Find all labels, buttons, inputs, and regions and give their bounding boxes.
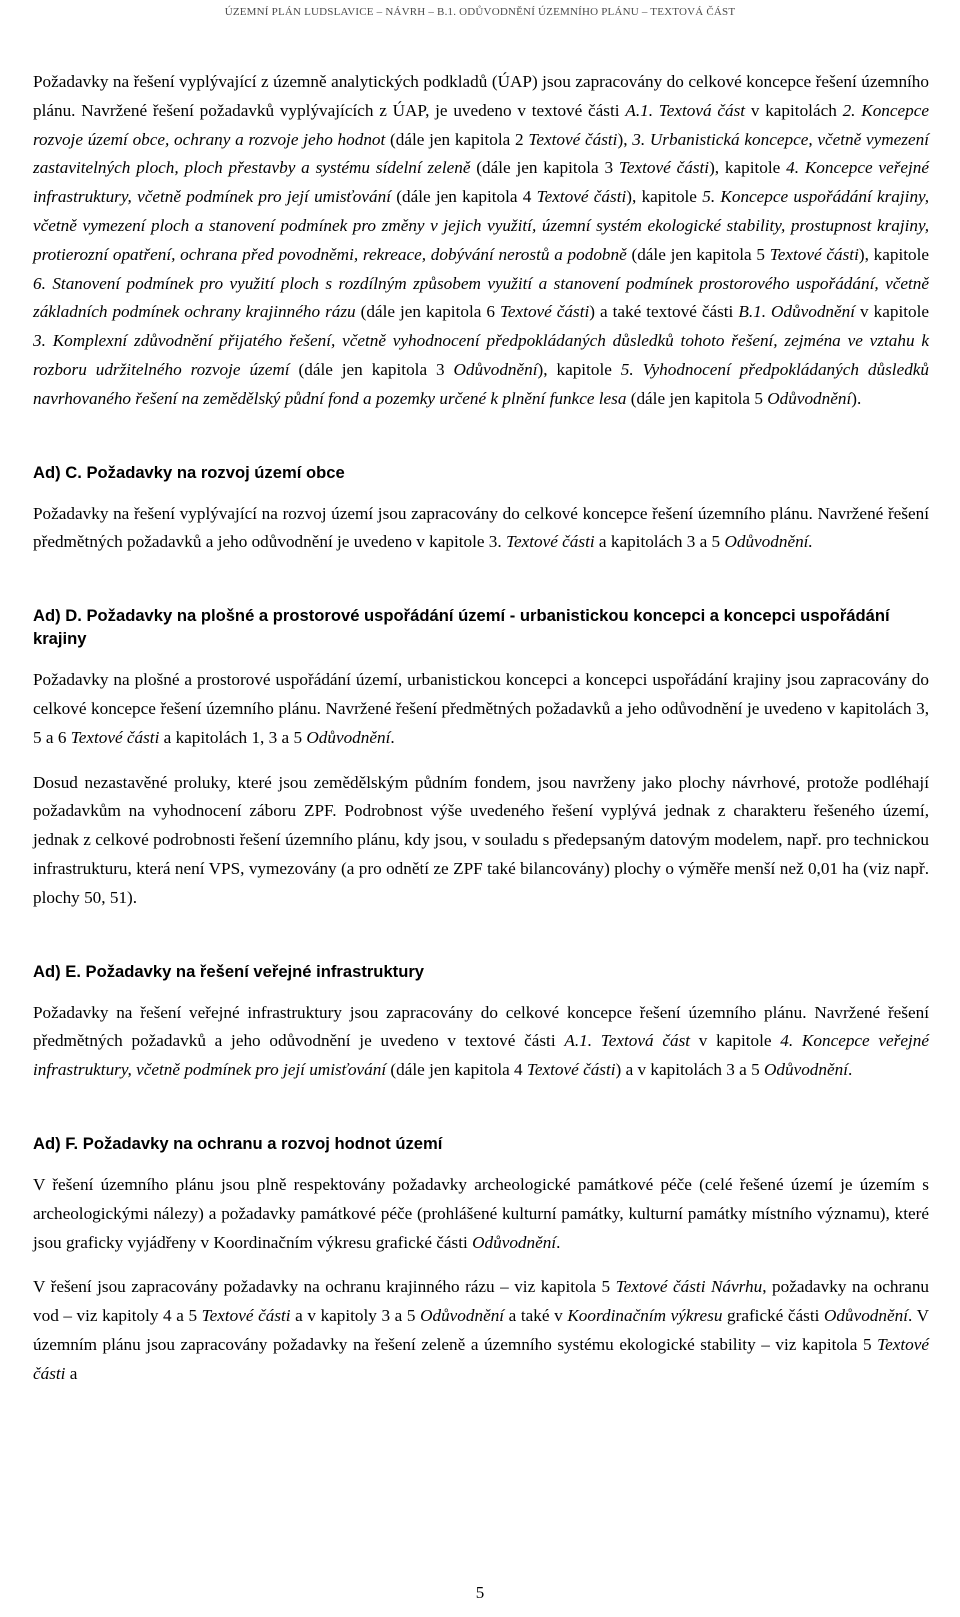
- page-number: 5: [475, 1583, 485, 1602]
- italic-text: A.1. Textová část: [625, 100, 746, 120]
- text-run: (dále jen kapitola 2: [385, 129, 529, 149]
- italic-text: 6. Stanovení podmínek pro využití ploch s rozdílným způsobem využití a stanovení podmínek prostorového uspořádání, včetně základních podmínek ochrany krajinného rázu: [33, 273, 929, 322]
- running-header: ÚZEMNÍ PLÁN LUDSLAVICE – NÁVRH – B.1. ODŮVODNĚNÍ ÚZEMNÍHO PLÁNU – TEXTOVÁ ČÁST: [224, 6, 736, 18]
- document-body: [33, 68, 929, 1389]
- text-run: . V územním plánu jsou zapracovány požadavky na řešení zeleně a územního systému ekologické stability – viz kapitola 5: [33, 1306, 929, 1354]
- paragraph: [33, 769, 929, 913]
- text-run: grafické části: [722, 1306, 824, 1326]
- text-run: a kapitolách 3 a 5: [594, 532, 725, 552]
- italic-text: 4. Koncepce veřejné infrastruktury, včetně podmínek pro její umisťování: [33, 158, 929, 207]
- italic-text: Textové části: [526, 1060, 616, 1080]
- intro: [33, 68, 929, 414]
- italic-text: Textové části: [499, 302, 590, 322]
- italic-text: A.1. Textová část: [564, 1031, 691, 1051]
- text-run: v kapitolách: [745, 100, 843, 120]
- italic-text: Textové části: [528, 129, 618, 149]
- text-run: ), kapitole: [626, 187, 703, 207]
- text-run: (dále jen kapitola 3: [470, 158, 619, 178]
- text-run: ).: [851, 388, 862, 408]
- text-run: ), kapitole: [858, 244, 929, 264]
- text-run: (dále jen kapitola 3: [289, 359, 454, 379]
- italic-text: Textové části: [536, 187, 627, 207]
- italic-text: Textové části: [70, 727, 160, 747]
- paragraph: [33, 666, 929, 752]
- paragraph: [33, 68, 929, 414]
- section-heading: Ad) C. Požadavky na rozvoj území obce: [33, 462, 345, 482]
- text-run: .: [556, 1232, 561, 1252]
- text-run: Požadavky na plošné a prostorové uspořádání území, urbanistickou koncepci a koncepci uspořádání krajiny jsou zapracovány do celkové koncepce řešení územního plánu. Navržené řešení předmětných požadavků a jeho odůvodnění je uvedeno v kapitolách 3, 5 a 6: [33, 670, 929, 747]
- text-run: V řešení územního plánu jsou plně respektovány požadavky archeologické památkové péče (celé řešené území je územím s archeologickými nálezy) a požadavky památkové péče (prohlášené kulturní památky, kulturní památky místního významu), které jsou graficky vyjádřeny v Koordinačním výkresu grafické části: [33, 1174, 929, 1252]
- text-run: V řešení jsou zapracovány požadavky na ochranu krajinného rázu – viz kapitola 5: [33, 1277, 616, 1297]
- section-heading: Ad) D. Požadavky na plošné a prostorové uspořádání území - urbanistickou koncepci a koncepci uspořádání krajiny: [33, 606, 890, 649]
- text-run: Požadavky na řešení vyplývající na rozvoj území jsou zapracovány do celkové koncepce řešení územního plánu. Navržené řešení předmětných požadavků a jeho odůvodnění je uvedeno v kapitole 3.: [33, 503, 929, 552]
- italic-text: 4. Koncepce veřejné infrastruktury, včetně podmínek pro její umisťování: [33, 1031, 930, 1080]
- italic-text: Textové části: [506, 532, 595, 552]
- italic-text: Textové části: [33, 1334, 929, 1383]
- text-run: .: [848, 1060, 853, 1080]
- italic-text: 3. Komplexní zdůvodnění přijatého řešení, včetně vyhodnocení předpokládaných důsledků tohoto řešení, zejména ve vztahu k rozboru udržitelného rozvoje území: [33, 331, 929, 379]
- text-run: (dále jen kapitola 5: [626, 388, 768, 408]
- italic-text: Odůvodnění: [420, 1306, 505, 1326]
- italic-text: Odůvodnění: [306, 727, 391, 747]
- text-run: , požadavky na ochranu vod – viz kapitoly 4 a 5: [33, 1277, 930, 1326]
- italic-text: Odůvodnění: [453, 359, 538, 379]
- text-run: (dále jen kapitola 6: [355, 302, 500, 322]
- section-heading: Ad) F. Požadavky na ochranu a rozvoj hodnot území: [33, 1133, 443, 1153]
- text-run: Požadavky na řešení vyplývající z územně analytických podkladů (ÚAP) jsou zapracovány do celkové koncepce řešení územního plánu. Navržené řešení požadavků vyplývajících z ÚAP, je uvedeno v textové části: [33, 72, 929, 120]
- italic-text: Koordinačním výkresu: [567, 1306, 723, 1326]
- text-run: v kapitole: [690, 1031, 781, 1051]
- text-run: a: [65, 1363, 78, 1383]
- italic-text: B.1. Odůvodnění: [738, 302, 856, 322]
- italic-text: 3. Urbanistická koncepce, včetně vymezení zastavitelných ploch, ploch přestavby a systému sídelní zeleně: [33, 129, 929, 178]
- italic-text: Textové části: [618, 158, 710, 178]
- italic-text: Textové části Návrhu: [615, 1277, 763, 1297]
- text-run: (dále jen kapitola 4: [391, 187, 537, 207]
- italic-text: 5. Koncepce uspořádání krajiny, včetně vymezení ploch a stanovení podmínek pro změny v jejich využití, územní systém ekologické stability, prostupnost krajiny, protierozní opatření, ochrana před povodněmi, rekreace, dobývání nerostů a podobně: [33, 187, 930, 264]
- italic-text: Textové části: [201, 1306, 291, 1326]
- paragraph: [33, 999, 929, 1085]
- text-run: ), kapitole: [537, 359, 621, 379]
- section-heading: Ad) E. Požadavky na řešení veřejné infrastruktury: [33, 961, 425, 981]
- text-run: (dále jen kapitola 4: [386, 1060, 527, 1080]
- paragraph: [33, 1171, 929, 1257]
- text-run: ) a také textové části: [589, 302, 739, 322]
- text-run: v kapitole: [855, 302, 929, 322]
- text-run: ) a v kapitolách 3 a 5: [615, 1060, 764, 1080]
- italic-text: Odůvodnění: [472, 1232, 557, 1252]
- text-run: .: [390, 727, 395, 747]
- text-run: (dále jen kapitola 5: [626, 244, 770, 264]
- text-run: a také v: [504, 1306, 568, 1326]
- italic-text: 5. Vyhodnocení předpokládaných důsledků navrhovaného řešení na zemědělský půdní fond a pozemky určené k plnění funkce lesa: [33, 359, 930, 408]
- paragraph: [33, 1273, 929, 1388]
- italic-text: Odůvodnění: [767, 388, 852, 408]
- text-run: ), kapitole: [709, 158, 787, 178]
- italic-text: 2. Koncepce rozvoje území obce, ochrany a rozvoje jeho hodnot: [33, 100, 929, 149]
- text-run: a kapitolách 1, 3 a 5: [159, 727, 307, 747]
- text-run: Požadavky na řešení veřejné infrastruktury jsou zapracovány do celkové koncepce řešení územního plánu. Navržené řešení předmětných požadavků a jeho odůvodnění je uvedeno v textové části: [33, 1002, 929, 1051]
- text-run: ),: [617, 129, 633, 149]
- paragraph: [33, 500, 929, 558]
- text-run: a v kapitoly 3 a 5: [290, 1306, 421, 1326]
- italic-text: Textové části: [769, 244, 859, 264]
- text-run: Dosud nezastavěné proluky, které jsou zemědělským půdním fondem, jsou navrženy jako plochy návrhové, protože podléhají požadavkům na vyhodnocení záboru ZPF. Podrobnost výše uvedeného řešení vyplývá jednak z charakteru řešeného území, jednak z celkové podrobnosti řešení územního plánu, kdy jsou, v souladu s předepsaným datovým modelem, např. pro technickou infrastrukturu, která není VPS, vymezovány (a pro odnětí ze ZPF také bilancovány) plochy o výměře menší než 0,01 ha (viz např. plochy 50, 51).: [33, 772, 929, 907]
- italic-text: Odůvodnění.: [724, 532, 813, 552]
- italic-text: Odůvodnění: [763, 1060, 848, 1080]
- sections: [33, 461, 929, 1389]
- italic-text: Odůvodnění: [823, 1306, 908, 1326]
